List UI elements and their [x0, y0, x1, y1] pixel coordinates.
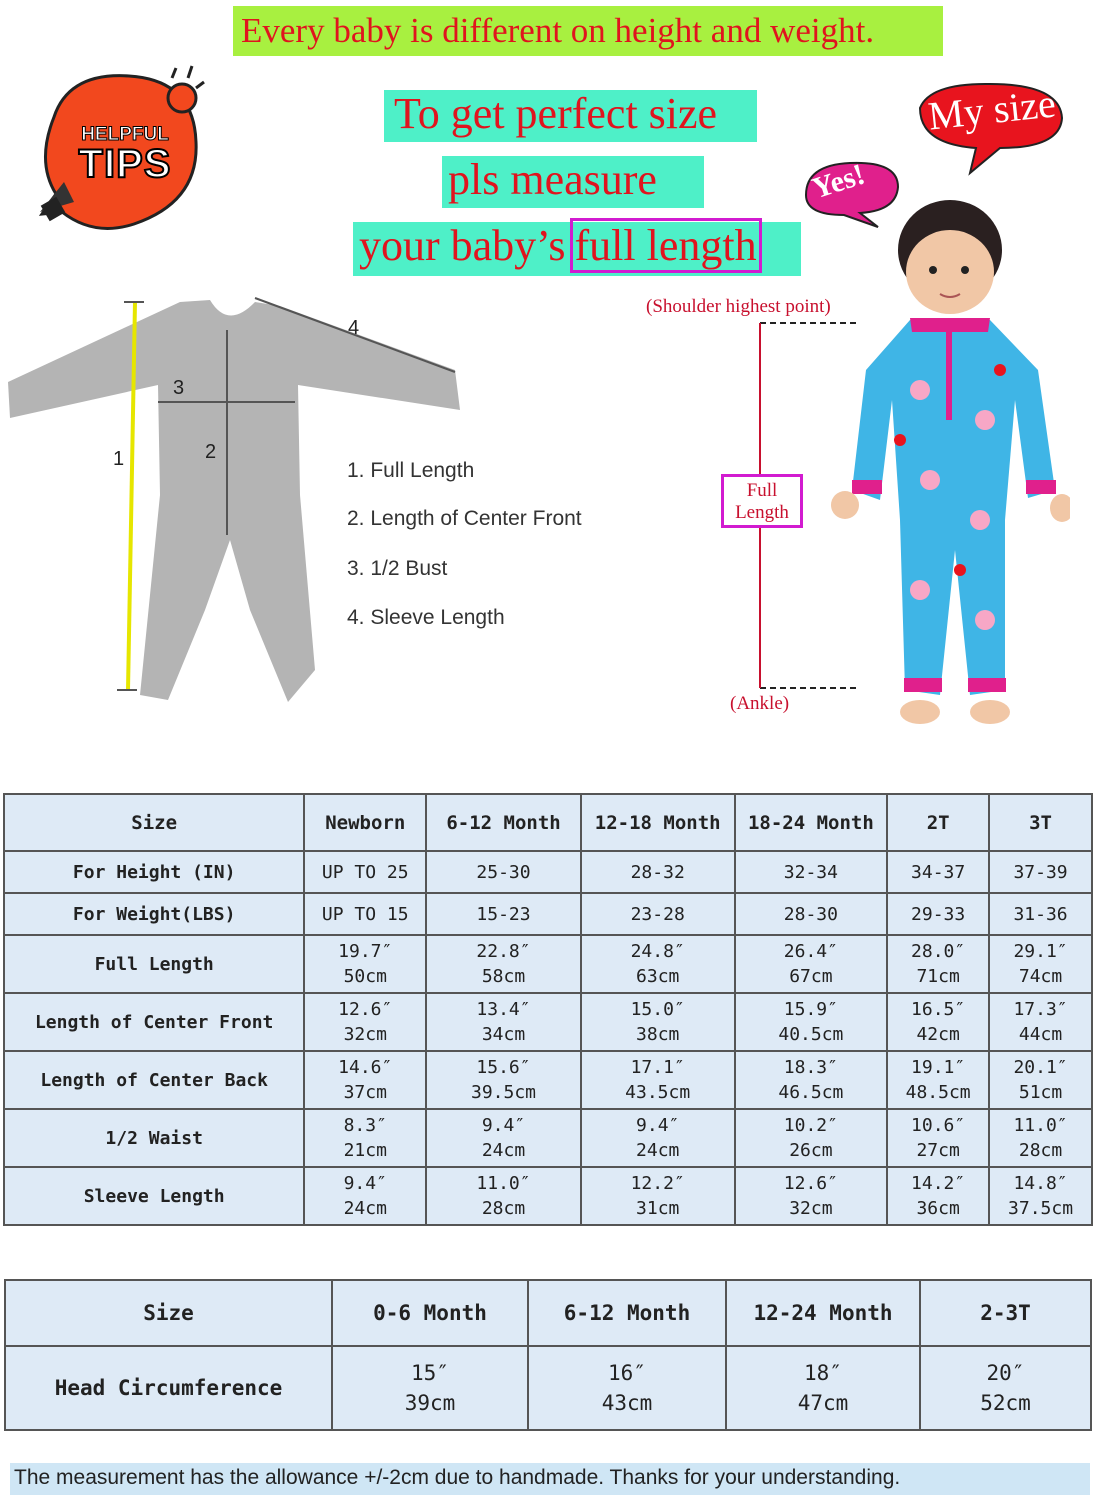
row-label: Length of Center Front: [4, 993, 304, 1051]
table-cell: 19.1″ 48.5cm: [887, 1051, 989, 1109]
table-header: 2T: [887, 794, 989, 851]
size-chart-table: [3, 793, 1093, 1226]
diagram-label-3: 3: [173, 377, 185, 399]
table-cell: 14.8″ 37.5cm: [989, 1167, 1092, 1225]
table-cell: 10.6″ 27cm: [887, 1109, 989, 1167]
table-cell: 37-39: [989, 851, 1092, 893]
allowance-note: The measurement has the allowance +/-2cm due to handmade. Thanks for your understanding.: [10, 1463, 1090, 1495]
table-cell: 12.2″ 31cm: [581, 1167, 735, 1225]
table-row: [4, 935, 1092, 993]
row-label: Head Circumference: [5, 1346, 332, 1430]
table-cell: 20″ 52cm: [920, 1346, 1091, 1430]
table-cell: 19.7″ 50cm: [304, 935, 426, 993]
ankle-label: (Ankle): [730, 693, 790, 714]
table-cell: 25-30: [426, 851, 581, 893]
full-length-box: [721, 474, 803, 528]
table-row: [4, 993, 1092, 1051]
table-cell: 15″ 39cm: [332, 1346, 528, 1430]
row-label: Length of Center Back: [4, 1051, 304, 1109]
table-cell: 24.8″ 63cm: [581, 935, 735, 993]
table-cell: 16″ 43cm: [528, 1346, 726, 1430]
table-row: [4, 851, 1092, 893]
head-table-header-row: [5, 1280, 1091, 1346]
table-header: 2-3T: [920, 1280, 1091, 1346]
table-header: 0-6 Month: [332, 1280, 528, 1346]
table-cell: 14.6″ 37cm: [304, 1051, 426, 1109]
row-label: Sleeve Length: [4, 1167, 304, 1225]
table-row: [4, 1051, 1092, 1109]
size-table-header-row: [4, 794, 1092, 851]
row-label: For Height (IN): [4, 851, 304, 893]
table-cell: 9.4″ 24cm: [581, 1109, 735, 1167]
table-cell: 12.6″ 32cm: [304, 993, 426, 1051]
full-length-label-1: Full: [746, 480, 778, 501]
table-cell: 14.2″ 36cm: [887, 1167, 989, 1225]
table-cell: 22.8″ 58cm: [426, 935, 581, 993]
table-cell: 31-36: [989, 893, 1092, 935]
table-row: [4, 893, 1092, 935]
table-cell: 11.0″ 28cm: [426, 1167, 581, 1225]
measure-item-2: 2. Length of Center Front: [347, 507, 582, 530]
table-cell: 29-33: [887, 893, 989, 935]
table-cell: 28-30: [735, 893, 888, 935]
table-cell: 32-34: [735, 851, 888, 893]
table-cell: 9.4″ 24cm: [304, 1167, 426, 1225]
table-header: 6-12 Month: [426, 794, 581, 851]
table-cell: 9.4″ 24cm: [426, 1109, 581, 1167]
measure-item-4: 4. Sleeve Length: [347, 606, 505, 629]
measure-item-1: 1. Full Length: [347, 459, 475, 482]
head-circumference-table: [4, 1279, 1092, 1431]
table-header: 3T: [989, 794, 1092, 851]
table-header: Newborn: [304, 794, 426, 851]
headline-line-1: To get perfect size: [384, 90, 757, 142]
table-header: Size: [5, 1280, 332, 1346]
table-cell: 11.0″ 28cm: [989, 1109, 1092, 1167]
table-cell: 26.4″ 67cm: [735, 935, 888, 993]
garment-diagram: [0, 290, 470, 710]
badge-big-text: TIPS: [78, 142, 172, 186]
table-header: 18-24 Month: [735, 794, 888, 851]
table-cell: 15.0″ 38cm: [581, 993, 735, 1051]
badge-small-text: HELPFUL: [81, 124, 169, 145]
headline-line-3-boxed: full length: [570, 218, 762, 273]
table-cell: UP TO 25: [304, 851, 426, 893]
table-cell: 8.3″ 21cm: [304, 1109, 426, 1167]
table-cell: 29.1″ 74cm: [989, 935, 1092, 993]
table-cell: 15.6″ 39.5cm: [426, 1051, 581, 1109]
table-cell: 15-23: [426, 893, 581, 935]
table-cell: 23-28: [581, 893, 735, 935]
table-cell: 34-37: [887, 851, 989, 893]
full-length-label-2: Length: [735, 502, 789, 523]
table-cell: UP TO 15: [304, 893, 426, 935]
headline-top: Every baby is different on height and weight.: [233, 6, 943, 56]
table-cell: 18.3″ 46.5cm: [735, 1051, 888, 1109]
row-label: For Weight(LBS): [4, 893, 304, 935]
yes-text: Yes!: [808, 157, 869, 206]
table-cell: 15.9″ 40.5cm: [735, 993, 888, 1051]
table-row: [4, 1109, 1092, 1167]
my-size-text: My size: [925, 80, 1058, 139]
row-label: 1/2 Waist: [4, 1109, 304, 1167]
shoulder-label: (Shoulder highest point): [646, 296, 831, 317]
table-header: Size: [4, 794, 304, 851]
table-header: 12-18 Month: [581, 794, 735, 851]
measure-item-3: 3. 1/2 Bust: [347, 557, 448, 580]
table-cell: 10.2″ 26cm: [735, 1109, 888, 1167]
table-cell: 17.1″ 43.5cm: [581, 1051, 735, 1109]
table-cell: 28.0″ 71cm: [887, 935, 989, 993]
garment-shape: [8, 300, 460, 702]
diagram-label-2: 2: [205, 441, 217, 463]
table-cell: 17.3″ 44cm: [989, 993, 1092, 1051]
table-row: [4, 1167, 1092, 1225]
headline-line-3-a: your baby’s: [359, 221, 566, 270]
row-label: Full Length: [4, 935, 304, 993]
table-header: 12-24 Month: [726, 1280, 920, 1346]
headline-line-2: pls measure: [442, 156, 704, 208]
diagram-label-4: 4: [348, 317, 360, 339]
helpful-tips-badge: [34, 62, 209, 247]
table-row: [5, 1346, 1091, 1430]
table-cell: 12.6″ 32cm: [735, 1167, 888, 1225]
table-cell: 16.5″ 42cm: [887, 993, 989, 1051]
table-header: 6-12 Month: [528, 1280, 726, 1346]
table-cell: 20.1″ 51cm: [989, 1051, 1092, 1109]
table-cell: 28-32: [581, 851, 735, 893]
table-cell: 13.4″ 34cm: [426, 993, 581, 1051]
diagram-label-1: 1: [113, 448, 125, 470]
table-cell: 18″ 47cm: [726, 1346, 920, 1430]
headline-line-3: [353, 222, 801, 276]
